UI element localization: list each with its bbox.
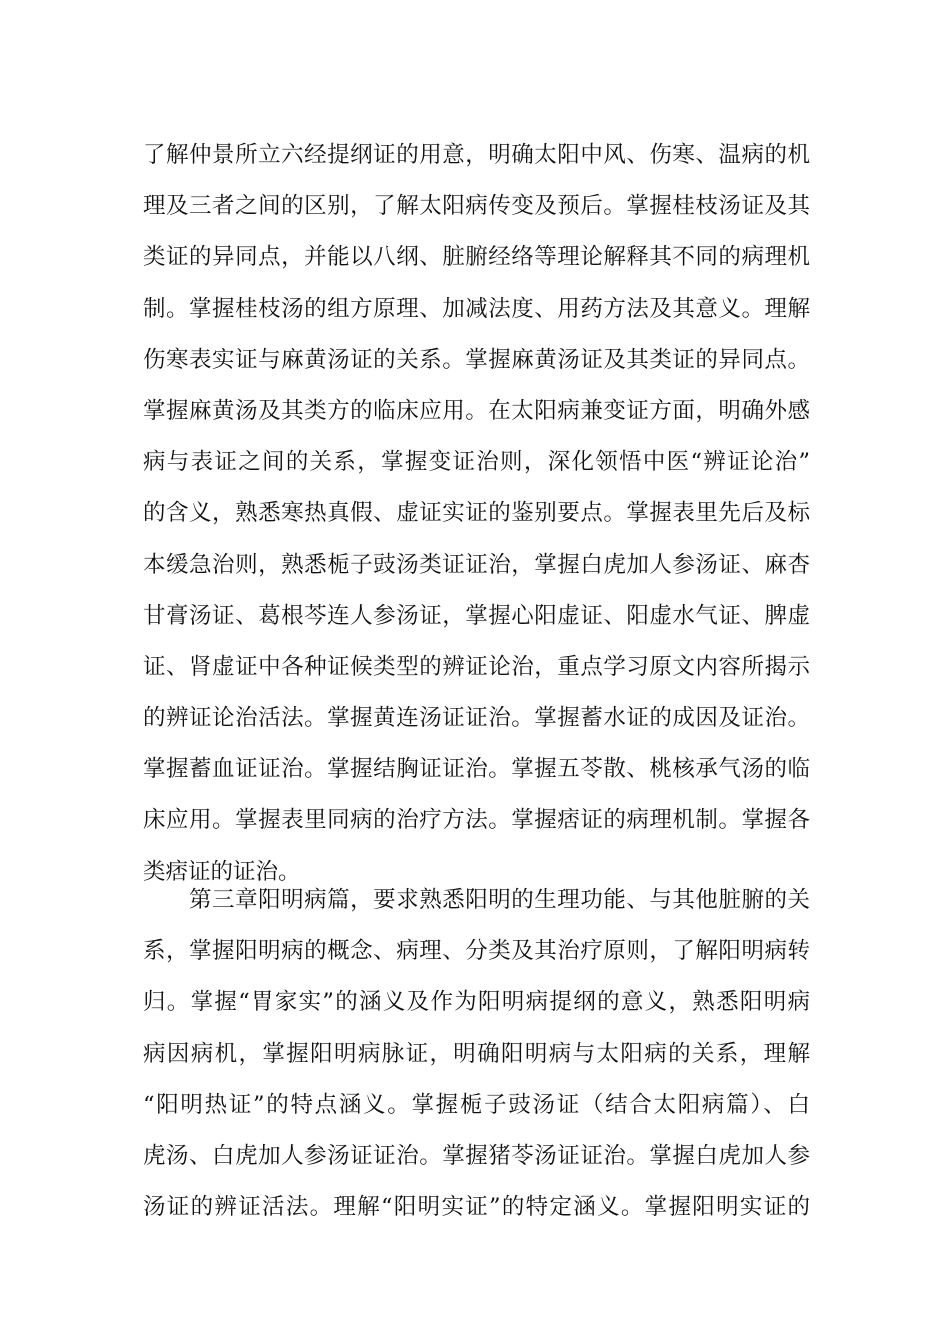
text-line: 病与表证之间的关系，掌握变证治则，深化领悟中医“辨证论治” xyxy=(143,449,810,476)
text-line: 床应用。掌握表里同病的治疗方法。掌握痞证的病理机制。掌握各 xyxy=(143,807,810,834)
text-line: 病因病机，掌握阳明病脉证，明确阳明病与太阳病的关系，理解 xyxy=(143,1040,810,1067)
paragraph-taiyang xyxy=(143,130,810,898)
text-line: 归。掌握“胃家实”的涵义及作为阳明病提纲的意义，熟悉阳明病 xyxy=(143,989,810,1016)
text-line: 类证的异同点，并能以八纲、脏腑经络等理论解释其不同的病理机 xyxy=(143,244,810,271)
paragraph-yangming xyxy=(143,875,810,1233)
text-line: 本缓急治则，熟悉栀子豉汤类证证治，掌握白虎加人参汤证、麻杏 xyxy=(143,551,810,578)
text-line: 系，掌握阳明病的概念、病理、分类及其治疗原则，了解阳明病转 xyxy=(143,938,810,965)
text-line: 汤证的辨证活法。理解“阳明实证”的特定涵义。掌握阳明实证的 xyxy=(143,1194,810,1221)
text-line: 虎汤、白虎加人参汤证证治。掌握猪苓汤证证治。掌握白虎加人参 xyxy=(143,1142,810,1169)
text-line: 理及三者之间的区别，了解太阳病传变及预后。掌握桂枝汤证及其 xyxy=(143,193,810,220)
text-line: 第三章阳明病篇，要求熟悉阳明的生理功能、与其他脏腑的关 xyxy=(143,887,810,913)
text-line: 掌握蓄血证证治。掌握结胸证证治。掌握五苓散、桃核承气汤的临 xyxy=(143,756,810,783)
text-line: 的辨证论治活法。掌握黄连汤证证治。掌握蓄水证的成因及证治。 xyxy=(143,705,810,732)
text-line: 伤寒表实证与麻黄汤证的关系。掌握麻黄汤证及其类证的异同点。 xyxy=(143,346,810,373)
text-line: 证、肾虚证中各种证候类型的辨证论治，重点学习原文内容所揭示 xyxy=(143,653,810,680)
text-line: 了解仲景所立六经提纲证的用意，明确太阳中风、伤寒、温病的机 xyxy=(143,142,810,168)
text-line: 甘膏汤证、葛根芩连人参汤证，掌握心阳虚证、阳虚水气证、脾虚 xyxy=(143,602,810,629)
text-line: 类痞证的证治。 xyxy=(143,858,301,885)
text-line: 的含义，熟悉寒热真假、虚证实证的鉴别要点。掌握表里先后及标 xyxy=(143,500,810,527)
text-line: 制。掌握桂枝汤的组方原理、加减法度、用药方法及其意义。理解 xyxy=(143,295,810,322)
text-line: 掌握麻黄汤及其类方的临床应用。在太阳病兼变证方面，明确外感 xyxy=(143,397,810,424)
text-line: “阳明热证”的特点涵义。掌握栀子豉汤证（结合太阳病篇）、白 xyxy=(143,1091,810,1118)
